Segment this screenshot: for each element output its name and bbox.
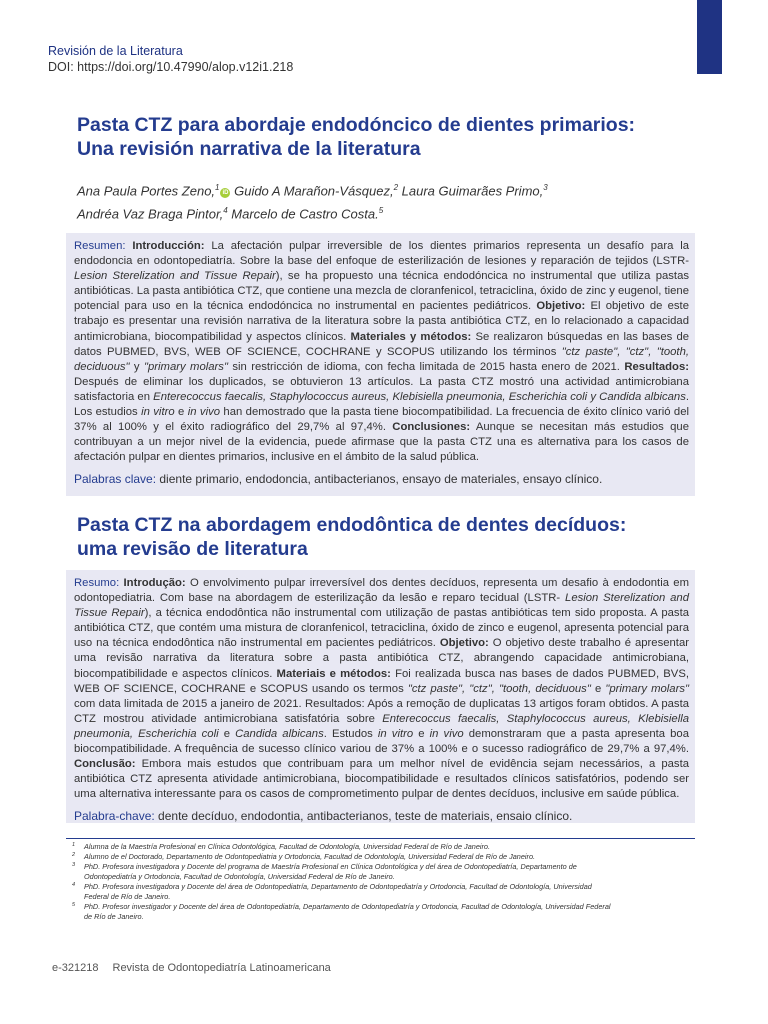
footnote-item [72, 862, 694, 882]
in-vivo-term: in vivo [429, 727, 464, 740]
abstract-label: Resumo: [74, 577, 120, 589]
conclusions-text: Aunque se necesitan más estudios que contribuyan a un mejor nivel de la evidencia, puede afirmase que la pasta CTZ una es alternativa para los casos de afectación pulpar en dientes primarios, inclusive en el ámbito de la salud pública. [74, 421, 689, 464]
objective-text: O objetivo deste trabalho é apresentar uma revisão narrativa da literatura sobre a pasta antibiótica CTZ, abrangendo capacidade antimicrobiana, biocompatibilidade e aspectos clínicos. [74, 637, 689, 680]
footnote-text: Federal de Río de Janeiro. [84, 892, 171, 901]
footnote-number: 2 [72, 852, 76, 858]
title-portuguese-line: uma revisão de literatura [77, 538, 308, 560]
keywords-text: diente primario, endodoncia, antibacterianos, ensayo de materiales, ensayo clínico. [156, 472, 603, 487]
abstract-label: Resumen: [74, 240, 126, 252]
intro-text: ), a técnica endodôntica não instrumental com utilização de pastas antibióticas tem sido proposta. A pasta antibiótica CTZ, que contém uma mistura de cloranfenicol, tetraciclina, óxido de zinco e eugenol, apresenta potencial para uso na técnica endodôntica não instrumental em pacientes pediátricos. [74, 607, 689, 650]
abstract-portuguese-body [74, 576, 689, 802]
footnote-text: PhD. Profesora investigadora y Docente del área de Odontopediatría, Departamento de Odontopediatría y Ortodoncia, Facultad de Odontología, Universidad [84, 882, 592, 891]
objective-heading: Objetivo: [536, 300, 586, 313]
species-list: Enterecoccus faecalis, Staphylococcus aureus, Klebisiella pneumonia, Escherichia coli y Candida albicans [153, 390, 686, 403]
footnote-item [72, 902, 694, 922]
search-terms: "primary molars" [143, 360, 228, 373]
footnote-number: 1 [72, 842, 76, 848]
section-label: Revisión de la Literatura [48, 44, 183, 58]
footnote-text: Odontopediatría y Ortodoncia, Facultad de Odontología, Universidad Federal de Río de Janeiro. [84, 872, 395, 881]
conjunction: e [413, 727, 430, 740]
in-vitro-term: in vitro [377, 727, 414, 740]
author-name: Andréa Vaz Braga Pintor, [77, 206, 224, 222]
search-terms: "ctz paste", "ctz", "tooth, deciduous" [74, 345, 689, 373]
species-list: Candida albicans [235, 727, 324, 740]
page-number: e-321218 [52, 962, 99, 974]
conjunction: e [218, 727, 236, 740]
author-affiliation-mark: 4 [223, 206, 228, 216]
footnote-text: Alumna de la Maestría Profesional en Clínica Odontológica, Facultad de Odontología, Universidad Federal de Río de Janeiro. [84, 842, 491, 851]
results-text: han demostrado que la pasta tiene biocompatibilidad. La frecuencia de éxito clínico varió del 37% al 100% y el éxito radiográfico del 29,7% al 97,4%. [74, 406, 689, 434]
intro-heading: Introducción: [132, 240, 205, 252]
footnote-divider [66, 838, 695, 839]
abstract-spanish [66, 233, 695, 496]
keywords-text: dente decíduo, endodontia, antibacterianos, teste de materiais, ensaio clínico. [154, 809, 573, 824]
title-spanish-line: Pasta CTZ para abordaje endodóncico de dientes primarios: [77, 114, 636, 136]
abstract-portuguese [66, 570, 695, 823]
methods-heading: Materiais e métodos: [276, 667, 391, 680]
lstr-term: Lesion Sterelization and Tissue Repair [74, 270, 276, 283]
search-terms: "ctz paste", "ctz", "tooth, deciduous" [407, 682, 591, 695]
methods-text: sin restricción de idioma, con fecha limitada de 2015 hasta enero de 2021. [227, 360, 625, 373]
search-terms: "primary molars" [605, 682, 690, 695]
keywords-portuguese [74, 809, 689, 824]
keywords-spanish [74, 472, 689, 487]
intro-text: La afectación pulpar irreversible de los dientes primarios representa un desafío para la endodoncia en odontopediatría. Sobre la base del enfoque de esterilización de lesiones y reparación de tejidos (LSTR- [74, 240, 689, 268]
in-vivo-term: in vivo [187, 406, 221, 419]
title-portuguese-line: Pasta CTZ na abordagem endodôntica de dentes decíduos: [77, 514, 627, 536]
results-heading: Resultados: [624, 360, 689, 373]
orcid-icon[interactable]: iD [222, 190, 229, 197]
results-text: demonstraram que a pasta apresenta boa biocompatibilidade. A frequência de sucesso clínico variou de 37% a 100% e o sucesso radiográfico de 29,7% a 97,4%. [74, 727, 689, 756]
footnote-number: 5 [72, 902, 76, 908]
species-list: Enterecoccus faecalis, Staphylococcus aureus, Klebisiella pneumonia, Escherichia coli [74, 712, 689, 740]
results-text: . Los estudios [74, 390, 689, 419]
author-affiliation-mark: 3 [543, 183, 548, 192]
intro-heading: Introdução: [123, 577, 186, 589]
footnote-text: PhD. Profesora investigadora y Docente del programa de Maestría Profesional en Clínica Odontológica y del área de Odontopediatría, Departamento de [84, 862, 577, 871]
author-affiliation-mark: 5 [378, 206, 384, 216]
results-text: . Estudos [323, 727, 378, 740]
footnotes [72, 842, 694, 922]
methods-heading: Materiales y métodos: [350, 330, 472, 343]
journal-name: Revista de Odontopediatría Latinoamericana [112, 962, 331, 974]
footnote-text: Alumno de el Doctorado, Departamento de Odontopediatria y Ortodoncia, Facultad de Odontología, Universidad Federal de Río de Janeiro. [84, 852, 536, 861]
footnote-item [72, 882, 694, 902]
abstract-spanish-body [74, 239, 689, 465]
conjunction: e [590, 682, 606, 695]
author-line [77, 178, 697, 201]
footnote-item [72, 842, 694, 852]
conjunction: y [129, 360, 144, 373]
conclusions-heading: Conclusão: [74, 758, 136, 771]
conclusions-heading: Conclusiones: [392, 421, 471, 434]
title-spanish-line: Una revisión narrativa de la literatura [77, 138, 421, 160]
title-spanish [77, 113, 697, 161]
methods-text: Se realizaron búsquedas en las bases de datos PUBMED, BVS, WEB OF SCIENCE, COCHRANE y SCOPUS utilizando los términos [74, 330, 690, 358]
in-vitro-term: in vitro [141, 406, 175, 419]
page-header [48, 43, 648, 75]
author-affiliation-mark: 2 [393, 183, 399, 192]
footnote-item [72, 852, 694, 862]
author-name: Ana Paula Portes Zeno, [77, 183, 216, 199]
methods-text: Foi realizada busca nas bases de dados PUBMED, BVS, WEB OF SCIENCE, COCHRANE e SCOPUS usando os termos [74, 667, 689, 695]
intro-text: O envolvimento pulpar irreversível dos dentes decíduos, representa um desafio à endodontia em odontopediatria. Com base na abordagem de esterilização da lesão e reparo tecidual (LSTR- [74, 577, 689, 605]
page-footer [52, 962, 331, 974]
author-list [77, 178, 697, 225]
conclusions-text: Embora mais estudos que contribuam para um melhor nível de evidência sejam necessários, a pasta antibiótica CTZ apresenta atividade antimicrobiana, biocompatibilidade e resultados clínicos satisfatórios, podendo ser uma alternativa interessante para os casos de comprometimento pulpar de dentes decíduos, inclusive em saúde pública. [74, 758, 689, 801]
lstr-term: Lesion Sterelization and Tissue Repair [74, 592, 689, 620]
keywords-label: Palabra-chave: [74, 809, 155, 824]
author-name: Marcelo de Castro Costa. [227, 206, 379, 222]
doi-link[interactable]: DOI: https://doi.org/10.47990/alop.v12i1.218 [48, 60, 294, 74]
footnote-number: 4 [72, 882, 76, 888]
author-name: Laura Guimarães Primo, [398, 183, 544, 199]
intro-text: ), se ha propuesto una técnica endodóncica no instrumental que utiliza pastas antibióticas. La pasta antibiótica CTZ, que contiene una mezcla de cloranfenicol, tetraciclina, óxido de zinc y eugenol, tiene potencial para uso en la técnica endodóncica no instrumental en pacientes pediátricos. [74, 270, 689, 313]
author-line [77, 201, 697, 224]
footnote-text: de Río de Janeiro. [84, 912, 144, 921]
results-text: Después de eliminar los duplicados, se obtuvieron 13 artículos. La pasta CTZ mostró una actividad antimicrobiana satisfactoria en [74, 375, 689, 403]
keywords-label: Palabras clave: [74, 472, 157, 487]
footnote-number: 3 [72, 862, 76, 868]
author-affiliation-mark: 1 [215, 183, 220, 192]
footnote-text: PhD. Profesor investigador y Docente del área de Odontopediatría, Departamento de Odontopediatría y Ortodoncia, Facultad de Odontología, Universidad Federal [84, 902, 611, 911]
objective-text: El objetivo de este trabajo es presentar una revisión narrativa de la literatura sobre la pasta antibiótica CTZ, en lo relacionado a capacidad antimicrobiana, biocompatibilidad y aspectos clínicos. [74, 300, 689, 343]
methods-text: com data limitada de 2015 a janeiro de 2021. Resultados: Após a remoção de duplicatas 13 artigos foram obtidos. A pasta CTZ mostrou atividade antimicrobiana satisfatória sobre [74, 697, 689, 725]
author-name: Guido A Marañon-Vásquez, [230, 183, 394, 199]
objective-heading: Objetivo: [439, 637, 489, 650]
conjunction: e [174, 406, 188, 419]
title-portuguese [77, 513, 697, 561]
corner-accent-bar [697, 0, 722, 74]
